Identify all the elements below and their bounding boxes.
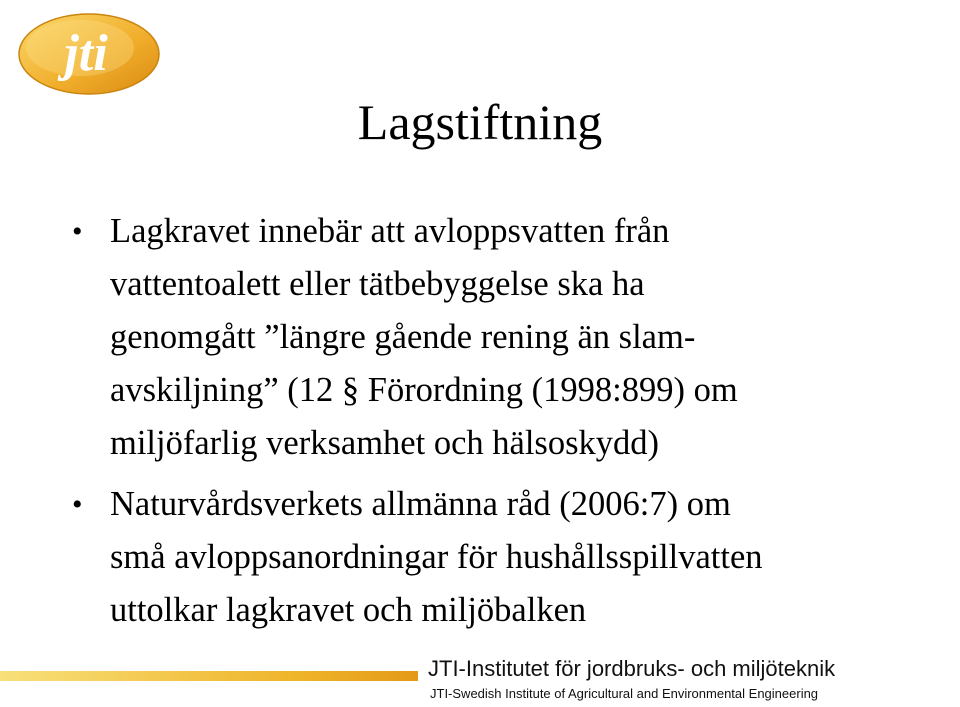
logo-text: jti xyxy=(64,25,108,82)
bullet-line: vattentoalett eller tätbebyggelse ska ha xyxy=(110,265,645,303)
bullet-dot-icon: • xyxy=(72,488,83,521)
bullet-line: Naturvårdsverkets allmänna råd (2006:7) om xyxy=(110,485,731,523)
bullet-line: uttolkar lagkravet och miljöbalken xyxy=(110,591,587,629)
bullet-item xyxy=(70,205,950,470)
footer-institute-name: JTI-Institutet för jordbruks- och miljöteknik xyxy=(428,656,836,681)
slide-title: Lagstiftning xyxy=(357,94,603,150)
footer-institute-name-english: JTI-Swedish Institute of Agricultural and Environmental Engineering xyxy=(430,686,819,701)
bullet-dot-icon: • xyxy=(72,215,83,248)
bullet-line: miljöfarlig verksamhet och hälsoskydd) xyxy=(110,424,660,462)
bullet-line: avskiljning” (12 § Förordning (1998:899) om xyxy=(110,371,738,409)
bullet-line: Lagkravet innebär att avloppsvatten från xyxy=(110,212,670,250)
bullet-line: små avloppsanordningar för hushållsspillvatten xyxy=(110,538,763,576)
footer-bar xyxy=(0,671,418,681)
bullet-list xyxy=(70,205,950,645)
footer xyxy=(0,650,960,707)
bullet-line: genomgått ”längre gående rening än slam- xyxy=(110,318,696,356)
bullet-item xyxy=(70,478,950,637)
